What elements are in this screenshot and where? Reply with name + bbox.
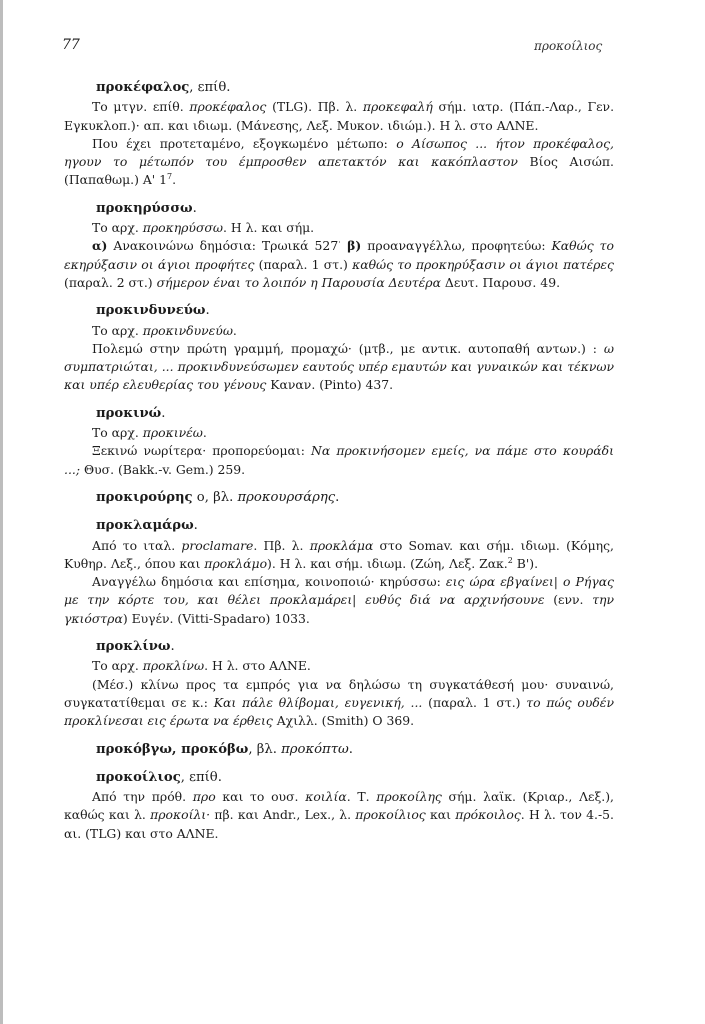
headword-suffix: , επίθ.: [189, 80, 231, 95]
text-run: προαναγγέλλω, προφητεύω:: [361, 238, 552, 254]
headword-suffix: ο, βλ.: [192, 489, 238, 505]
text-run: ) Ευγέν. (Vitti-Spadaro) 1033.: [122, 610, 310, 626]
headword-line: [96, 302, 614, 320]
text-run: Καθώς το εκηρύξασιν οι άγιοι προφήτες: [64, 238, 614, 272]
running-head: προκοίλιος: [534, 39, 603, 53]
text-run: (TLG). Πβ. λ.: [266, 99, 363, 115]
text-run: 7: [167, 172, 173, 182]
text-run: Αχιλλ. (Smith) Ο 369.: [272, 713, 415, 729]
cross-reference: προκουρσάρης: [237, 489, 336, 505]
text-run: proclamare: [181, 537, 254, 553]
text-run: πβ. και Andr., Lex., λ.: [210, 807, 356, 823]
text-run: 2: [507, 555, 513, 565]
etymology: [64, 657, 614, 675]
text-run: (Μέσ.) κλίνω προς τα εμπρός για να δηλώσω τη συγκατάθεσή μου· συναινώ, συγκατατίθεμαι σε κ.:: [64, 676, 614, 710]
text-run: . Τ.: [346, 789, 377, 805]
etymology: [64, 424, 614, 442]
scan-edge: [0, 0, 3, 1024]
text-run: προκέφαλος: [189, 99, 267, 115]
headword: προκιρούρης: [96, 489, 193, 505]
text-run: Το μτγν. επίθ.: [92, 99, 190, 115]
etymology: [64, 788, 614, 843]
headword-suffix: .: [193, 518, 198, 534]
text-run: β): [340, 238, 362, 254]
text-run: (παραλ. 1 στ.): [422, 694, 527, 710]
text-run: Β').: [512, 555, 539, 571]
text-run: Βίος Αισώπ. (Παπαθωμ.) Α' 1: [64, 154, 614, 188]
entry-prokeryssso: [64, 200, 614, 292]
text-run: κοιλία: [305, 789, 347, 805]
entry-proklino: [64, 638, 614, 730]
text-run: Καναν. (Pinto) 437.: [266, 377, 394, 393]
text-run: προκεφαλή: [362, 99, 433, 115]
text-run: . Η λ. στο ΑΛΝΕ.: [204, 658, 311, 674]
text-run: .: [172, 172, 177, 188]
text-run: Και πάλε θλίβομαι, ευγενική, ...: [213, 694, 423, 710]
text-run: Δευτ. Παρουσ. 49.: [440, 274, 561, 290]
headword-suffix: .: [192, 200, 197, 216]
headword-suffix: .: [161, 405, 166, 421]
etymology: [64, 98, 614, 135]
text-run: Το αρχ.: [92, 220, 143, 236]
text-run: Θυσ. (Bakk.-v. Gem.) 259.: [80, 461, 246, 477]
text-run: (παραλ. 1 στ.): [254, 256, 353, 272]
headword: προκλίνω: [96, 639, 171, 655]
headword: προκλαμάρω: [96, 518, 194, 534]
headword-suffix: , επίθ.: [180, 769, 222, 785]
headword-line: [96, 638, 614, 656]
text-run: α): [92, 238, 108, 254]
headword-line: [96, 79, 614, 97]
text-run: Να προκινήσομεν εμείς, να πάμε στο κουράδι ...;: [64, 443, 614, 477]
text-run: Το αρχ.: [92, 322, 143, 338]
text-run: Ξεκινώ νωρίτερα· προπορεύομαι:: [92, 443, 312, 459]
text-run: ο Αίσωπος ... ήτον προκέφαλος, ηγουν το μέτωπόν του έμπροσθεν απετακτόν και κακόπλαστον: [64, 135, 614, 170]
text-run: (ενν.: [544, 592, 593, 608]
headword-line: [96, 741, 614, 759]
text-run: Το αρχ.: [92, 425, 143, 441]
text-run: σήμ. ιατρ. (Πάπ.-Λαρ., Γεν. Εγκυκλοπ.)· απ. και ιδιωμ. (Μάνεσης, Λεξ. Μυκον. ιδιώμ.). Η λ. στο ΑΛΝΕ.: [64, 99, 615, 133]
text-run: πρόκοιλος: [455, 807, 521, 823]
headword: προκοίλιος: [96, 769, 181, 785]
text-run: προκοίλιος: [355, 807, 426, 823]
page-number: 77: [62, 37, 80, 53]
cross-reference: προκόπτω: [281, 741, 349, 757]
text-run: Από την πρόθ.: [92, 789, 193, 805]
text-run: και: [425, 807, 456, 823]
text-run: Από το ιταλ.: [92, 537, 182, 553]
text-run: Ανακοινώνω δημόσια: Τρωικά 527: [107, 238, 339, 254]
text-run: ). Η λ. και σήμ. ιδιωμ. (Ζώη, Λεξ. Ζακ.: [267, 555, 508, 571]
text-run: .: [202, 425, 207, 441]
text-run: .: [232, 322, 237, 338]
entry-prokovgo: [64, 741, 614, 759]
entry-prokefalos: [64, 79, 614, 190]
text-run: προκοίλι·: [150, 807, 211, 823]
entry-prokindyneuo: [64, 302, 614, 394]
entries-column: [64, 79, 614, 853]
text-run: προκλίνω: [142, 658, 205, 674]
entry-prokoilios: [64, 769, 614, 843]
text-run: προ: [192, 789, 216, 805]
text-run: ·: [338, 238, 341, 248]
definition: [64, 573, 614, 628]
etymology: [64, 219, 614, 237]
text-run: προκινέω: [142, 425, 203, 441]
text-run: την γκιόστρα: [64, 592, 614, 626]
text-run: το πώς ουδέν προκλίνεσαι εις έρωτα να έρθεις: [64, 694, 614, 729]
text-run: προκοίλης: [376, 789, 442, 805]
text-run: . Η λ. και σήμ.: [222, 220, 315, 236]
text-run: σήμ. λαϊκ. (Κριαρ., Λεξ.), καθώς και λ.: [64, 789, 614, 823]
text-run: . Πβ. λ.: [253, 537, 310, 553]
text-run: εις ώρα εβγαίνει| ο Ρήγας με την κόρτε του, και θέλει προκλαμάρει| ευθύς διά να αρχινήσουνε: [64, 574, 614, 608]
text-run: Που έχει προτεταμένο, εξογκωμένο μέτωπο:: [92, 135, 397, 151]
headword: προκόβγω, προκόβω: [96, 741, 249, 757]
headword-suffix: .: [205, 303, 210, 319]
definition: [64, 135, 614, 190]
text-run: και το ουσ.: [215, 789, 306, 805]
headword: προκηρύσσω: [96, 200, 193, 216]
headword: προκινώ: [96, 405, 162, 421]
definition: [64, 442, 614, 479]
text-run: Αναγγέλω δημόσια και επίσημα, κοινοποιώ· κηρύσσω:: [92, 574, 446, 590]
headword-line: [96, 405, 614, 423]
text-run: προκινδυνεύω: [142, 322, 233, 338]
entry-proklamaro: [64, 517, 614, 628]
entry-end: .: [348, 741, 353, 757]
headword: προκινδυνεύω: [96, 303, 206, 319]
etymology: [64, 537, 614, 574]
text-run: ω συμπατριώται, ... προκινδυνεύσωμεν εαυτούς υπέρ εμαυτών και γυναικών και τέκνων και υπέρ ελευθερίας του γένους: [64, 340, 614, 393]
text-run: προκλάμα: [309, 537, 374, 553]
text-run: Το αρχ.: [92, 658, 143, 674]
etymology: [64, 322, 614, 340]
headword-suffix: , βλ.: [248, 741, 282, 757]
text-run: (παραλ. 2 στ.): [64, 274, 157, 290]
text-run: προκηρύσσω: [142, 220, 223, 236]
entry-prokirouris: [64, 489, 614, 507]
text-run: προκλάμο: [204, 555, 268, 571]
headword-line: [96, 200, 614, 218]
text-run: . Η λ. τον 4.-5. αι. (TLG) και στο ΑΛΝΕ.: [64, 807, 614, 841]
headword-line: [96, 769, 614, 787]
text-run: σήμερον έναι το λοιπόν η Παρουσία Δευτέρα: [156, 274, 441, 290]
definition: [64, 676, 614, 731]
text-run: καθώς το προκηρύξασιν οι άγιοι πατέρες: [352, 256, 614, 272]
headword-line: [96, 489, 614, 507]
definition: [64, 340, 614, 395]
headword-suffix: .: [170, 639, 175, 655]
text-run: στο Somav. και σήμ. ιδιωμ. (Κόμης, Κυθηρ. Λεξ., όπου και: [64, 537, 614, 571]
entry-prokino: [64, 405, 614, 479]
headword: προκέφαλος: [96, 80, 190, 95]
entry-end: .: [335, 489, 340, 505]
definition: [64, 237, 614, 292]
text-run: Πολεμώ στην πρώτη γραμμή, προμαχώ· (μτβ., με αντικ. αυτοπαθή αντων.) :: [92, 340, 604, 356]
headword-line: [96, 517, 614, 535]
